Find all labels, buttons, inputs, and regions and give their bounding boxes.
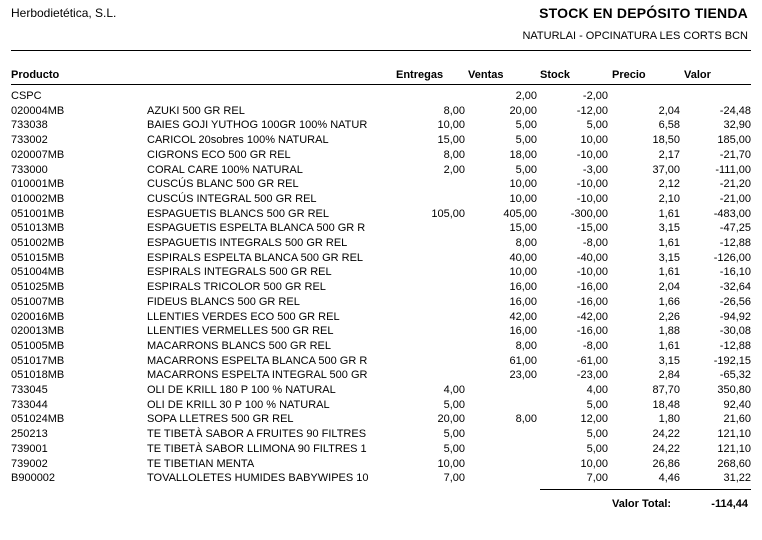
table-row — [11, 104, 751, 119]
cell-ventas — [465, 471, 537, 486]
table-row — [11, 280, 751, 295]
cell-precio: 1,61 — [658, 266, 680, 279]
cell-stock: -42,00 — [576, 310, 608, 323]
table-row — [11, 89, 751, 104]
cell-desc: LLENTIES VERMELLES 500 GR REL — [147, 325, 334, 338]
cell-valor: 185,00 — [717, 134, 751, 147]
company-name: Herbodietética, S.L. — [11, 6, 117, 20]
cell-stock: 4,00 — [586, 384, 608, 397]
cell-precio: 2,10 — [658, 192, 680, 205]
cell-desc: CARICOL 20sobres 100% NATURAL — [147, 134, 329, 147]
cell-stock: -10,00 — [576, 148, 608, 161]
cell-code: 051018MB — [11, 369, 65, 382]
cell-ventas: 10,00 — [509, 178, 537, 191]
cell-precio: 1,61 — [658, 339, 680, 352]
cell-desc: OLI DE KRILL 180 P 100 % NATURAL — [147, 384, 336, 397]
cell-precio: 2,04 — [658, 104, 680, 117]
cell-desc: ESPAGUETIS BLANCS 500 GR REL — [147, 207, 329, 220]
column-header-product: Producto — [11, 69, 60, 81]
cell-precio: 26,86 — [652, 457, 680, 470]
table-row — [11, 427, 751, 442]
cell-valor: -26,56 — [719, 295, 751, 308]
cell-valor: 268,60 — [717, 457, 751, 470]
cell-ventas: 61,00 — [509, 354, 537, 367]
cell-ventas — [465, 457, 537, 472]
table-row — [11, 221, 751, 236]
cell-code: 051002MB — [11, 237, 65, 250]
cell-code: 739002 — [11, 457, 48, 470]
cell-valor: -12,88 — [719, 237, 751, 250]
cell-entregas — [394, 368, 465, 383]
table-row — [11, 354, 751, 369]
table-row — [11, 251, 751, 266]
cell-desc: ESPIRALS TRICOLOR 500 GR REL — [147, 281, 326, 294]
cell-valor: -24,48 — [719, 104, 751, 117]
table-row — [11, 148, 751, 163]
cell-entregas — [394, 324, 465, 339]
cell-valor: -16,10 — [719, 266, 751, 279]
cell-code: 051007MB — [11, 295, 65, 308]
cell-valor: -30,08 — [719, 325, 751, 338]
cell-valor: -47,25 — [719, 222, 751, 235]
cell-ventas: 10,00 — [509, 192, 537, 205]
cell-valor: 92,40 — [723, 398, 751, 411]
cell-desc: CUSCÚS INTEGRAL 500 GR REL — [147, 192, 317, 205]
cell-desc: MACARRONS BLANCS 500 GR REL — [147, 339, 331, 352]
cell-entregas — [394, 310, 465, 325]
cell-entregas — [394, 89, 465, 104]
cell-entregas — [394, 192, 465, 207]
cell-stock: 10,00 — [580, 134, 608, 147]
table-row — [11, 207, 751, 222]
cell-code: 250213 — [11, 428, 48, 441]
column-header-precio: Precio — [612, 69, 646, 81]
cell-desc: MACARRONS ESPELTA INTEGRAL 500 GR — [147, 369, 368, 382]
cell-desc: AZUKI 500 GR REL — [147, 104, 245, 117]
cell-valor: -126,00 — [713, 251, 751, 264]
cell-valor: 121,10 — [717, 428, 751, 441]
cell-ventas: 5,00 — [515, 163, 537, 176]
cell-code: 733044 — [11, 398, 48, 411]
cell-precio: 1,61 — [658, 237, 680, 250]
cell-ventas: 18,00 — [509, 148, 537, 161]
cell-code: 010002MB — [11, 192, 65, 205]
cell-entregas: 8,00 — [443, 148, 465, 161]
cell-code: 010001MB — [11, 178, 65, 191]
cell-desc: CUSCÚS BLANC 500 GR REL — [147, 178, 299, 191]
cell-stock: -2,00 — [582, 90, 608, 102]
cell-entregas: 105,00 — [431, 207, 465, 220]
cell-stock: 5,00 — [586, 428, 608, 441]
cell-stock: 10,00 — [580, 457, 608, 470]
cell-stock: -16,00 — [576, 295, 608, 308]
cell-ventas — [465, 383, 537, 398]
table-row — [11, 133, 751, 148]
column-header-stock: Stock — [540, 69, 570, 81]
table-row — [11, 118, 751, 133]
cell-code: 020007MB — [11, 148, 65, 161]
cell-stock: -40,00 — [576, 251, 608, 264]
cell-stock: -8,00 — [582, 237, 608, 250]
total-divider — [540, 489, 751, 490]
cell-code: 051017MB — [11, 354, 65, 367]
cell-ventas: 8,00 — [515, 237, 537, 250]
header-divider — [11, 84, 751, 85]
cell-ventas: 42,00 — [509, 310, 537, 323]
cell-code: 051024MB — [11, 413, 65, 426]
cell-entregas: 5,00 — [443, 442, 465, 455]
cell-valor: 350,80 — [717, 384, 751, 397]
cell-code: 051004MB — [11, 266, 65, 279]
cell-valor: 31,22 — [723, 472, 751, 485]
cell-code: 051015MB — [11, 251, 65, 264]
cell-entregas: 20,00 — [437, 413, 465, 426]
cell-valor: -21,20 — [719, 178, 751, 191]
stock-table — [11, 89, 751, 486]
cell-code: 020013MB — [11, 325, 65, 338]
cell-precio: 18,48 — [652, 398, 680, 411]
cell-code: 051001MB — [11, 207, 65, 220]
report-title: STOCK EN DEPÓSITO TIENDA — [539, 5, 748, 21]
table-row — [11, 442, 751, 457]
cell-valor — [680, 89, 751, 104]
cell-entregas — [394, 280, 465, 295]
cell-stock: -61,00 — [576, 354, 608, 367]
cell-precio: 2,84 — [658, 369, 680, 382]
cell-stock: -15,00 — [576, 222, 608, 235]
table-row — [11, 471, 751, 486]
cell-code: 020004MB — [11, 104, 65, 117]
cell-precio: 1,88 — [658, 325, 680, 338]
cell-valor: -94,92 — [719, 310, 751, 323]
cell-code: 733038 — [11, 119, 48, 132]
cell-ventas: 405,00 — [503, 207, 537, 220]
total-label: Valor Total: — [612, 498, 672, 510]
cell-entregas: 4,00 — [443, 384, 465, 397]
table-row — [11, 383, 751, 398]
cell-desc: TOVALLOLETES HUMIDES BABYWIPES 10 — [147, 472, 369, 485]
cell-ventas: 20,00 — [509, 104, 537, 117]
cell-precio: 24,22 — [652, 442, 680, 455]
cell-desc: TE TIBETÀ SABOR A FRUITES 90 FILTRES — [147, 428, 367, 441]
cell-ventas: 16,00 — [509, 325, 537, 338]
table-row — [11, 310, 751, 325]
cell-stock: -3,00 — [582, 163, 608, 176]
top-divider — [11, 50, 751, 51]
cell-ventas: 8,00 — [515, 413, 537, 426]
cell-valor: -21,70 — [719, 148, 751, 161]
cell-stock: -16,00 — [576, 281, 608, 294]
column-header-entregas: Entregas — [396, 69, 444, 81]
cell-stock: -23,00 — [576, 369, 608, 382]
cell-entregas: 5,00 — [443, 428, 465, 441]
cell-precio: 3,15 — [658, 222, 680, 235]
report-subtitle: NATURLAI - OPCINATURA LES CORTS BCN — [522, 30, 748, 42]
cell-desc: FIDEUS BLANCS 500 GR REL — [147, 295, 300, 308]
cell-precio: 3,15 — [658, 251, 680, 264]
cell-ventas — [465, 427, 537, 442]
cell-desc: ESPIRALS ESPELTA BLANCA 500 GR REL — [147, 251, 364, 264]
cell-desc: ESPIRALS INTEGRALS 500 GR REL — [147, 266, 332, 279]
cell-desc: BAIES GOJI YUTHOG 100GR 100% NATUR — [147, 119, 368, 132]
cell-precio: 2,12 — [658, 178, 680, 191]
cell-entregas: 15,00 — [437, 134, 465, 147]
cell-ventas: 5,00 — [515, 119, 537, 132]
cell-valor: 32,90 — [723, 119, 751, 132]
cell-entregas: 10,00 — [437, 119, 465, 132]
cell-desc: MACARRONS ESPELTA BLANCA 500 GR R — [147, 354, 368, 367]
cell-desc: TE TIBETIAN MENTA — [147, 457, 255, 470]
cell-ventas: 16,00 — [509, 295, 537, 308]
cell-code: CSPC — [11, 90, 42, 102]
cell-precio: 3,15 — [658, 354, 680, 367]
table-row — [11, 177, 751, 192]
cell-precio: 1,66 — [658, 295, 680, 308]
cell-stock: -10,00 — [576, 266, 608, 279]
cell-entregas: 8,00 — [443, 104, 465, 117]
column-header-valor: Valor — [684, 69, 711, 81]
cell-desc: ESPAGUETIS INTEGRALS 500 GR REL — [147, 237, 348, 250]
cell-entregas — [394, 221, 465, 236]
table-row — [11, 236, 751, 251]
cell-stock: 5,00 — [586, 398, 608, 411]
cell-valor: 21,60 — [723, 413, 751, 426]
table-row — [11, 368, 751, 383]
cell-stock: -10,00 — [576, 192, 608, 205]
cell-stock: -300,00 — [570, 207, 608, 220]
table-row — [11, 295, 751, 310]
cell-valor: -12,88 — [719, 339, 751, 352]
table-row — [11, 163, 751, 178]
cell-precio: 1,61 — [658, 207, 680, 220]
cell-stock: 5,00 — [586, 119, 608, 132]
cell-entregas — [394, 265, 465, 280]
cell-ventas: 40,00 — [509, 251, 537, 264]
cell-entregas: 10,00 — [437, 457, 465, 470]
cell-entregas — [394, 177, 465, 192]
cell-entregas: 2,00 — [443, 163, 465, 176]
cell-stock: -10,00 — [576, 178, 608, 191]
table-row — [11, 265, 751, 280]
cell-desc: LLENTIES VERDES ECO 500 GR REL — [147, 310, 340, 323]
cell-entregas: 5,00 — [443, 398, 465, 411]
column-header-ventas: Ventas — [468, 69, 504, 81]
cell-code: 733000 — [11, 163, 48, 176]
cell-precio: 37,00 — [652, 163, 680, 176]
cell-entregas — [394, 354, 465, 369]
cell-ventas: 16,00 — [509, 281, 537, 294]
cell-precio: 87,70 — [652, 384, 680, 397]
cell-precio: 2,26 — [658, 310, 680, 323]
cell-code: B900002 — [11, 472, 56, 485]
cell-desc: CORAL CARE 100% NATURAL — [147, 163, 303, 176]
cell-desc: CIGRONS ECO 500 GR REL — [147, 148, 291, 161]
cell-code: 051005MB — [11, 339, 65, 352]
cell-stock: -16,00 — [576, 325, 608, 338]
cell-code: 733045 — [11, 384, 48, 397]
cell-precio: 18,50 — [652, 134, 680, 147]
cell-entregas — [394, 236, 465, 251]
cell-desc: OLI DE KRILL 30 P 100 % NATURAL — [147, 398, 330, 411]
cell-code: 020016MB — [11, 310, 65, 323]
table-row — [11, 324, 751, 339]
cell-ventas — [465, 442, 537, 457]
cell-code: 051025MB — [11, 281, 65, 294]
cell-precio: 2,17 — [658, 148, 680, 161]
cell-precio: 24,22 — [652, 428, 680, 441]
cell-precio: 1,80 — [658, 413, 680, 426]
cell-precio — [608, 89, 680, 104]
table-row — [11, 457, 751, 472]
stock-table-body — [11, 89, 751, 486]
cell-precio: 4,46 — [658, 472, 680, 485]
table-row — [11, 339, 751, 354]
cell-stock: 5,00 — [586, 442, 608, 455]
cell-desc — [147, 89, 394, 104]
cell-valor: -192,15 — [713, 354, 751, 367]
cell-ventas: 5,00 — [515, 134, 537, 147]
cell-desc: SOPA LLETRES 500 GR REL — [147, 413, 294, 426]
cell-code: 051013MB — [11, 222, 65, 235]
cell-ventas: 2,00 — [515, 90, 537, 102]
cell-ventas: 8,00 — [515, 339, 537, 352]
cell-valor: -483,00 — [713, 207, 751, 220]
cell-precio: 2,04 — [658, 281, 680, 294]
cell-entregas — [394, 295, 465, 310]
table-row — [11, 412, 751, 427]
cell-valor: -21,00 — [719, 192, 751, 205]
cell-ventas: 23,00 — [509, 369, 537, 382]
cell-stock: -12,00 — [576, 104, 608, 117]
cell-ventas: 10,00 — [509, 266, 537, 279]
cell-ventas: 15,00 — [509, 222, 537, 235]
cell-desc: TE TIBETÀ SABOR LLIMONA 90 FILTRES 1 — [147, 442, 367, 455]
cell-ventas — [465, 398, 537, 413]
cell-entregas: 7,00 — [443, 472, 465, 485]
cell-desc: ESPAGUETIS ESPELTA BLANCA 500 GR R — [147, 222, 366, 235]
total-value: -114,44 — [711, 498, 748, 510]
cell-valor: -32,64 — [719, 281, 751, 294]
cell-valor: -111,00 — [715, 163, 751, 176]
cell-entregas — [394, 251, 465, 266]
cell-code: 739001 — [11, 442, 48, 455]
cell-stock: -8,00 — [582, 339, 608, 352]
cell-code: 733002 — [11, 134, 48, 147]
cell-stock: 12,00 — [580, 413, 608, 426]
cell-stock: 7,00 — [586, 472, 608, 485]
table-row — [11, 192, 751, 207]
cell-valor: -65,32 — [719, 369, 751, 382]
cell-entregas — [394, 339, 465, 354]
table-row — [11, 398, 751, 413]
cell-valor: 121,10 — [717, 442, 751, 455]
cell-precio: 6,58 — [658, 119, 680, 132]
